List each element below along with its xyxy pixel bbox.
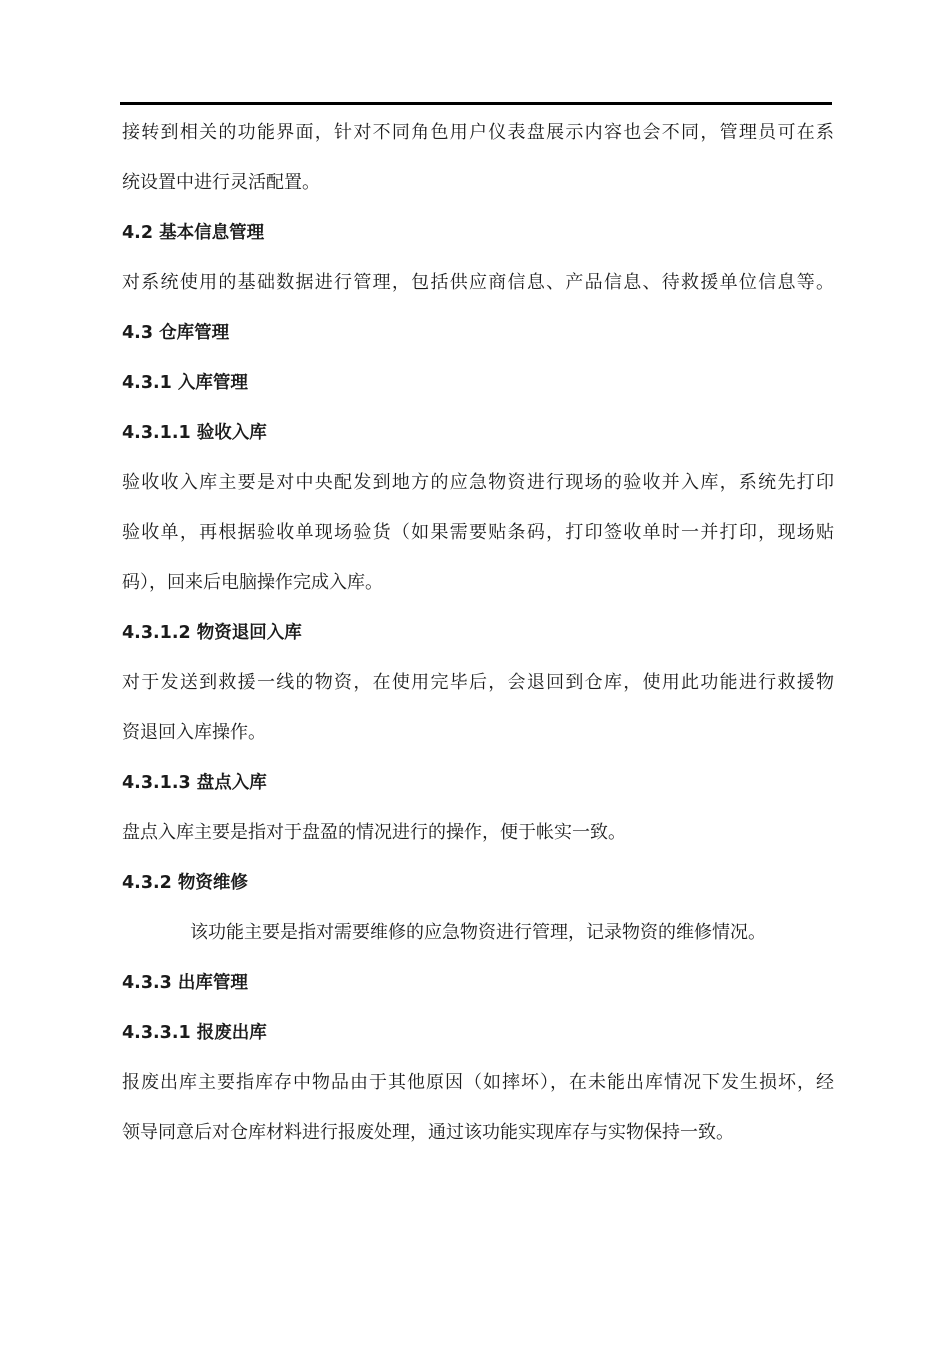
section-heading: 4.3.1.2 物资退回入库: [122, 623, 302, 643]
paragraph-line: 码），回来后电脑操作完成入库。: [122, 572, 383, 593]
paragraph-line: 资退回入库操作。: [122, 722, 266, 743]
header-rule: [120, 102, 832, 105]
section-heading: 4.2 基本信息管理: [122, 223, 265, 243]
paragraph-line: 报废出库主要指库存中物品由于其他原因（如摔坏），在未能出库情况下发生损坏，经: [122, 1072, 834, 1093]
paragraph-line: 盘点入库主要是指对于盘盈的情况进行的操作，便于帐实一致。: [122, 822, 626, 843]
section-heading: 4.3.1 入库管理: [122, 373, 248, 393]
section-heading: 4.3.1.3 盘点入库: [122, 773, 267, 793]
paragraph-line: 对系统使用的基础数据进行管理，包括供应商信息、产品信息、待救援单位信息等。: [122, 272, 834, 293]
paragraph-line: 验收收入库主要是对中央配发到地方的应急物资进行现场的验收并入库，系统先打印: [122, 472, 834, 493]
section-heading: 4.3.3.1 报废出库: [122, 1023, 267, 1043]
section-heading: 4.3 仓库管理: [122, 323, 230, 343]
paragraph-line: 接转到相关的功能界面，针对不同角色用户仪表盘展示内容也会不同，管理员可在系: [122, 122, 834, 143]
paragraph-line: 验收单，再根据验收单现场验货（如果需要贴条码，打印签收单时一并打印，现场贴: [122, 522, 834, 543]
paragraph-line-indented: 该功能主要是指对需要维修的应急物资进行管理，记录物资的维修情况。: [190, 922, 766, 943]
paragraph-line: 对于发送到救援一线的物资，在使用完毕后，会退回到仓库，使用此功能进行救援物: [122, 672, 834, 693]
section-heading: 4.3.3 出库管理: [122, 973, 248, 993]
paragraph-line: 统设置中进行灵活配置。: [122, 172, 320, 193]
paragraph-line: 领导同意后对仓库材料进行报废处理，通过该功能实现库存与实物保持一致。: [122, 1122, 734, 1143]
document-body: [122, 108, 834, 1158]
section-heading: 4.3.1.1 验收入库: [122, 423, 267, 443]
section-heading: 4.3.2 物资维修: [122, 873, 248, 893]
